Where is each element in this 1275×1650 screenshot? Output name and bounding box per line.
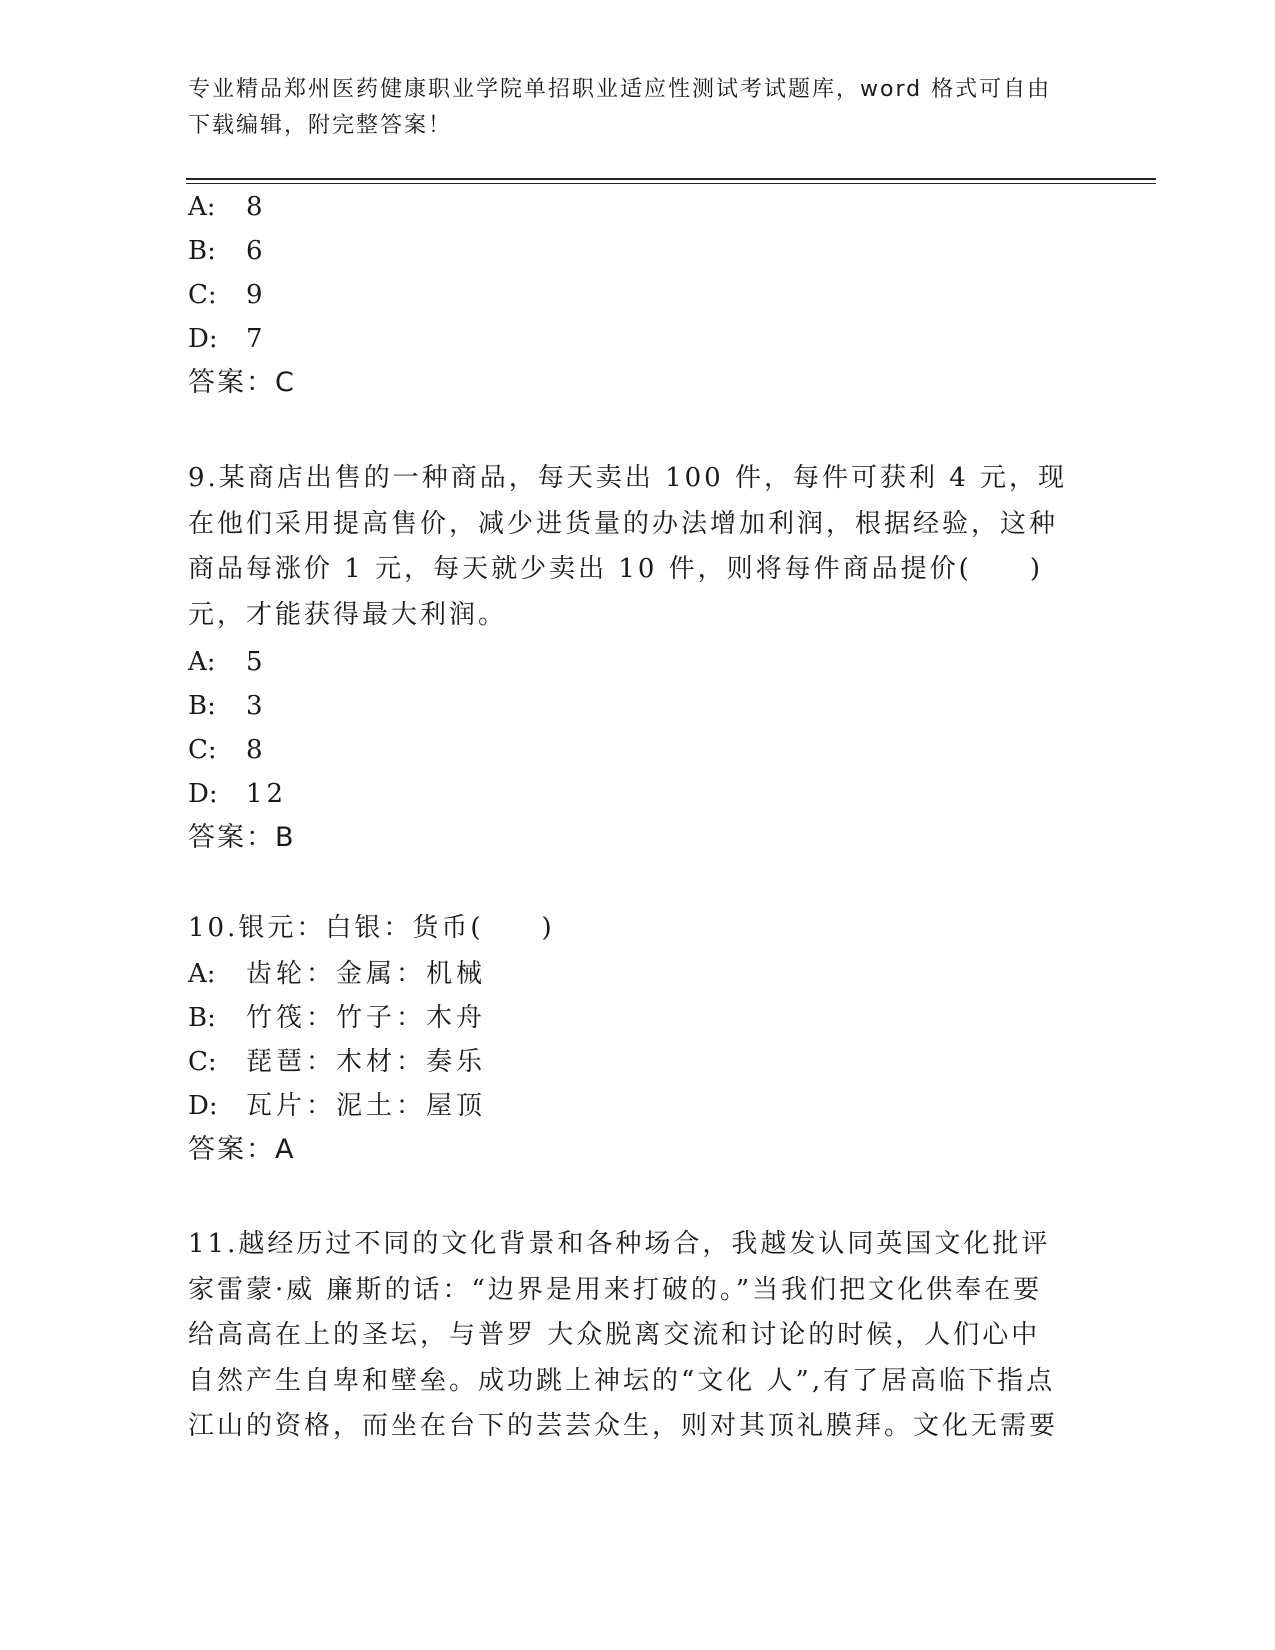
option-letter: D: (188, 779, 218, 809)
q9-answer: 答案：B (188, 822, 296, 853)
option-letter: D: (188, 324, 218, 354)
option-letter: B: (188, 691, 216, 721)
q8-option-d (188, 319, 267, 359)
option-value: 12 (246, 779, 288, 809)
option-value: 6 (246, 236, 267, 266)
q10-option-a (188, 954, 486, 994)
q11-text: 11.越经历过不同的文化背景和各种场合，我越发认同英国文化批评家雷蒙·威 廉斯的话：“边界是用来打破的。”当我们把文化供奉在要给高高在上的圣坛，与普罗 大众脱离交流和讨论的时候，人们心中自然产生自卑和壁垒。成功跳上神坛的“文化 人”,有了居高临下指点江山的资格，而坐在台下的芸芸众生，则对其顶礼膜拜。文化无需要 (188, 1229, 1059, 1441)
page-header: 专业精品郑州医药健康职业学院单招职业适应性测试考试题库，word 格式可自由下载编辑，附完整答案！ (188, 77, 1052, 138)
header-divider-thin (186, 183, 1156, 184)
option-letter: C: (188, 1047, 217, 1077)
option-value: 琵琶：木材：奏乐 (246, 1047, 487, 1077)
option-value: 5 (246, 647, 267, 677)
option-value: 竹筏：竹子：木舟 (246, 1003, 487, 1033)
option-value: 3 (246, 691, 267, 721)
option-value: 齿轮：金属：机械 (246, 959, 487, 989)
q8-option-a (188, 187, 267, 227)
header-divider-thick (186, 178, 1156, 180)
option-letter: B: (188, 236, 216, 266)
option-value: 7 (246, 324, 267, 354)
option-letter: A: (188, 192, 216, 222)
q8-option-c (188, 275, 267, 315)
option-value: 9 (246, 280, 267, 310)
option-letter: A: (188, 647, 216, 677)
q9-option-b (188, 686, 267, 726)
q10-answer: 答案：A (188, 1134, 296, 1165)
q9-option-c (188, 730, 267, 770)
q10-option-c (188, 1042, 486, 1082)
option-letter: D: (188, 1091, 218, 1121)
option-value: 8 (246, 192, 267, 222)
option-letter: C: (188, 735, 217, 765)
q9-option-d (188, 774, 287, 814)
option-letter: A: (188, 959, 216, 989)
q8-answer: 答案：C (188, 367, 296, 398)
q9-text: 9.某商店出售的一种商品，每天卖出 100 件，每件可获利 4 元，现在他们采用提高售价，减少进货量的办法增加利润，根据经验，这种商品每涨价 1 元，每天就少卖出 10 件，则将每件商品提价( )元，才能获得最大利润。 (188, 463, 1068, 630)
q9-option-a (188, 642, 267, 682)
q10-text: 10.银元：白银：货币( ) (188, 913, 555, 943)
q8-option-b (188, 231, 267, 271)
q10-option-d (188, 1086, 486, 1126)
option-letter: B: (188, 1003, 216, 1033)
option-value: 8 (246, 735, 267, 765)
option-value: 瓦片：泥土：屋顶 (246, 1091, 487, 1121)
option-letter: C: (188, 280, 217, 310)
q10-option-b (188, 998, 486, 1038)
